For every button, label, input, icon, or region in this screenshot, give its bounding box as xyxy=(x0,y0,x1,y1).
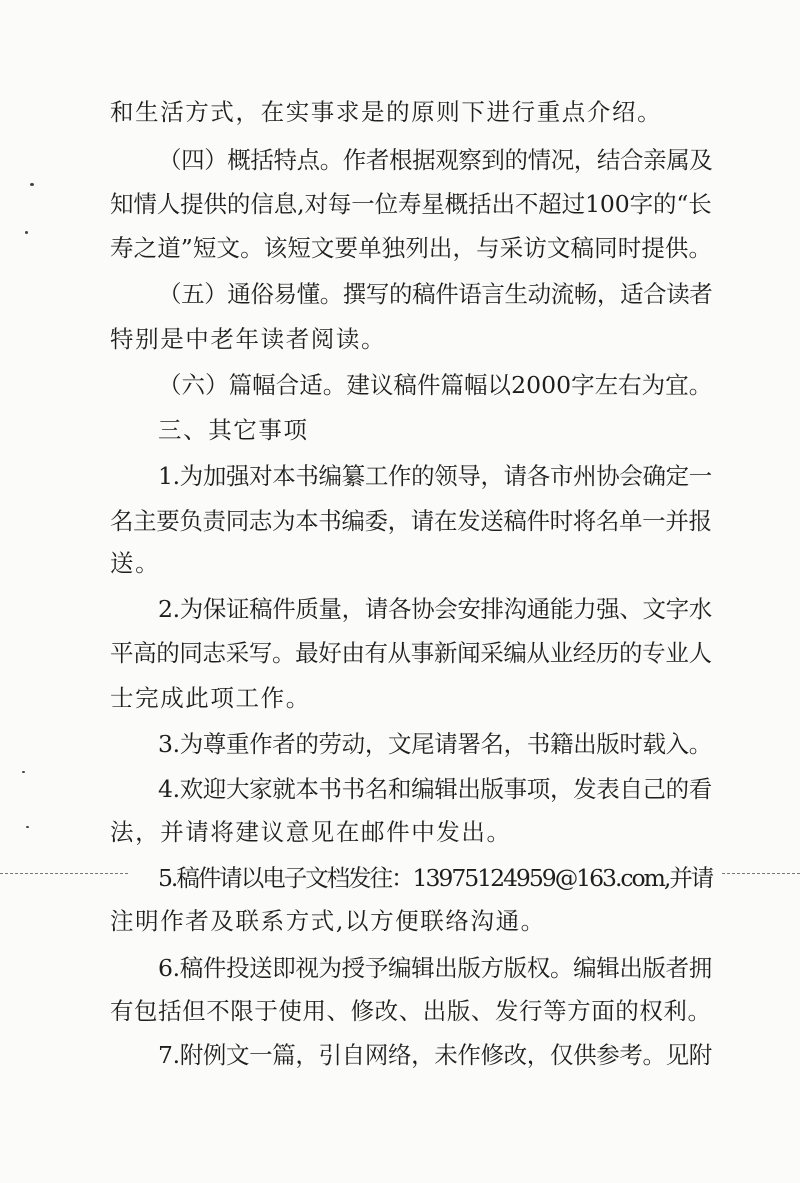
text-line: 4.欢迎大家就本书书名和编辑出版事项，发表自己的看 xyxy=(158,775,712,803)
scan-dash-left xyxy=(0,873,128,874)
text-line: 注明作者及联系方式,以方便联络沟通。 xyxy=(110,907,546,935)
text-line: 1.为加强对本书编纂工作的领导，请各市州协会确定一 xyxy=(158,462,712,490)
text-line: 3.为尊重作者的劳动，文尾请署名，书籍出版时载入。 xyxy=(158,730,712,758)
text-line: （四）概括特点。作者根据观察到的情况，结合亲属及 xyxy=(158,146,713,174)
scan-speck xyxy=(30,183,34,186)
text-line: 2.为保证稿件质量，请各协会安排沟通能力强、文字水 xyxy=(158,595,712,623)
text-line: 法，并请将建议意见在邮件中发出。 xyxy=(110,818,512,846)
text-line: 6.稿件投送即视为授予编辑出版方版权。编辑出版者拥 xyxy=(158,954,712,982)
text-line: 和生活方式，在实事求是的原则下进行重点介绍。 xyxy=(110,98,663,126)
scan-speck xyxy=(22,771,25,773)
text-line: （五）通俗易懂。撰写的稿件语言生动流畅，适合读者 xyxy=(158,280,713,308)
text-line: 知情人提供的信息,对每一位寿星概括出不超过100字的“长 xyxy=(110,190,712,218)
text-line: 寿之道”短文。该短文要单独列出，与采访文稿同时提供。 xyxy=(110,234,713,262)
text-line: 送。 xyxy=(110,549,161,577)
text-line: 名主要负责同志为本书编委，请在发送稿件时将名单一并报 xyxy=(110,507,712,535)
section-heading: 三、其它事项 xyxy=(158,416,309,444)
text-line: 有包括但不限于使用、修改、出版、发行等方面的权利。 xyxy=(110,997,712,1025)
text-line: （六）篇幅合适。建议稿件篇幅以2000字左右为宜。 xyxy=(158,371,713,399)
scan-dash-right xyxy=(722,873,800,874)
text-line: 士完成此项工作。 xyxy=(110,684,311,712)
text-line: 特别是中老年读者阅读。 xyxy=(110,325,387,353)
text-line: 5.稿件请以电子文档发往：13975124959@163.com,并请 xyxy=(158,864,713,892)
scan-speck xyxy=(26,826,29,828)
text-line: 7.附例文一篇，引自网络，未作修改，仅供参考。见附 xyxy=(158,1041,712,1069)
text-line: 平高的同志采写。最好由有从事新闻采编从业经历的专业人 xyxy=(110,639,712,667)
scan-speck xyxy=(25,231,28,234)
